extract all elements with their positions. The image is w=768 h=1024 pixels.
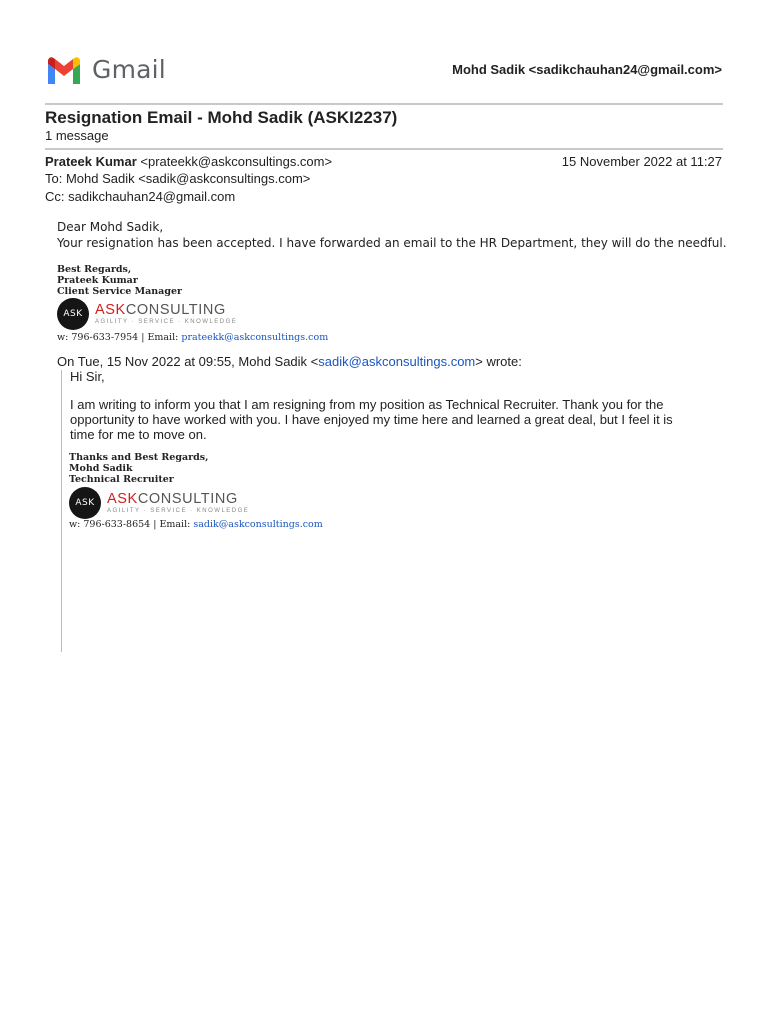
thread-subject: Resignation Email - Mohd Sadik (ASKI2237) bbox=[45, 108, 398, 127]
quote-bar bbox=[61, 370, 62, 652]
quoted-signature-line-1: Thanks and Best Regards, bbox=[69, 452, 209, 463]
message-date: 15 November 2022 at 11:27 bbox=[561, 154, 722, 169]
signature-contact bbox=[57, 332, 328, 343]
quote-intro-email-link[interactable]: sadik@askconsultings.com bbox=[318, 354, 476, 369]
quoted-company-logo-text: ASKCONSULTING bbox=[107, 491, 238, 508]
company-logo-mark: ASK bbox=[57, 298, 89, 330]
quoted-greeting: Hi Sir, bbox=[70, 369, 105, 384]
signature-email-link[interactable]: prateekk@askconsultings.com bbox=[181, 332, 329, 343]
quoted-company-logo-mark: ASK bbox=[69, 487, 101, 519]
quoted-signature-line-3: Technical Recruiter bbox=[69, 474, 174, 485]
account-label: Mohd Sadik <sadikchauhan24@gmail.com> bbox=[452, 62, 722, 77]
message-body: Your resignation has been accepted. I have forwarded an email to the HR Department, they will do the needful. bbox=[57, 236, 727, 250]
sender-name: Prateek Kumar bbox=[45, 154, 137, 169]
to-line: To: Mohd Sadik <sadik@askconsultings.com> bbox=[45, 171, 311, 186]
quoted-signature-phone: w: 796-633-8654 | Email: bbox=[69, 519, 194, 530]
sender bbox=[45, 154, 332, 169]
gmail-m-icon bbox=[45, 56, 83, 84]
quoted-signature-line-2: Mohd Sadik bbox=[69, 463, 133, 474]
signature-line-2: Prateek Kumar bbox=[57, 275, 138, 286]
gmail-wordmark: Gmail bbox=[92, 55, 166, 84]
company-logo-text: ASKCONSULTING bbox=[95, 302, 226, 319]
quoted-signature-email-link[interactable]: sadik@askconsultings.com bbox=[193, 519, 323, 530]
signature bbox=[57, 264, 182, 297]
signature-line-1: Best Regards, bbox=[57, 264, 132, 275]
message-count: 1 message bbox=[45, 128, 109, 143]
company-logo-tagline: AGILITY · SERVICE · KNOWLEDGE bbox=[95, 318, 238, 325]
quoted-company-logo bbox=[69, 487, 249, 519]
quoted-signature-contact bbox=[69, 519, 323, 530]
signature-line-3: Client Service Manager bbox=[57, 286, 183, 297]
subject-divider bbox=[45, 148, 723, 150]
quoted-company-logo-tagline: AGILITY · SERVICE · KNOWLEDGE bbox=[107, 507, 250, 514]
cc-line: Cc: sadikchauhan24@gmail.com bbox=[45, 189, 236, 204]
sender-email: <prateekk@askconsultings.com> bbox=[140, 154, 333, 169]
quoted-body: I am writing to inform you that I am resigning from my position as Technical Recruiter. Thank you for the opportunity to have worked with you. I have enjoyed my time here and learned a great deal, but I feel it is time for me to move on. bbox=[70, 397, 673, 442]
greeting: Dear Mohd Sadik, bbox=[57, 220, 164, 234]
quoted-signature bbox=[69, 452, 208, 485]
quote-intro: On Tue, 15 Nov 2022 at 09:55, Mohd Sadik <sadik@askconsultings.com> wrote: bbox=[57, 354, 522, 369]
signature-phone: w: 796-633-7954 | Email: bbox=[57, 332, 182, 343]
company-logo bbox=[57, 298, 237, 330]
gmail-logo bbox=[45, 55, 166, 84]
header-divider bbox=[45, 103, 723, 105]
